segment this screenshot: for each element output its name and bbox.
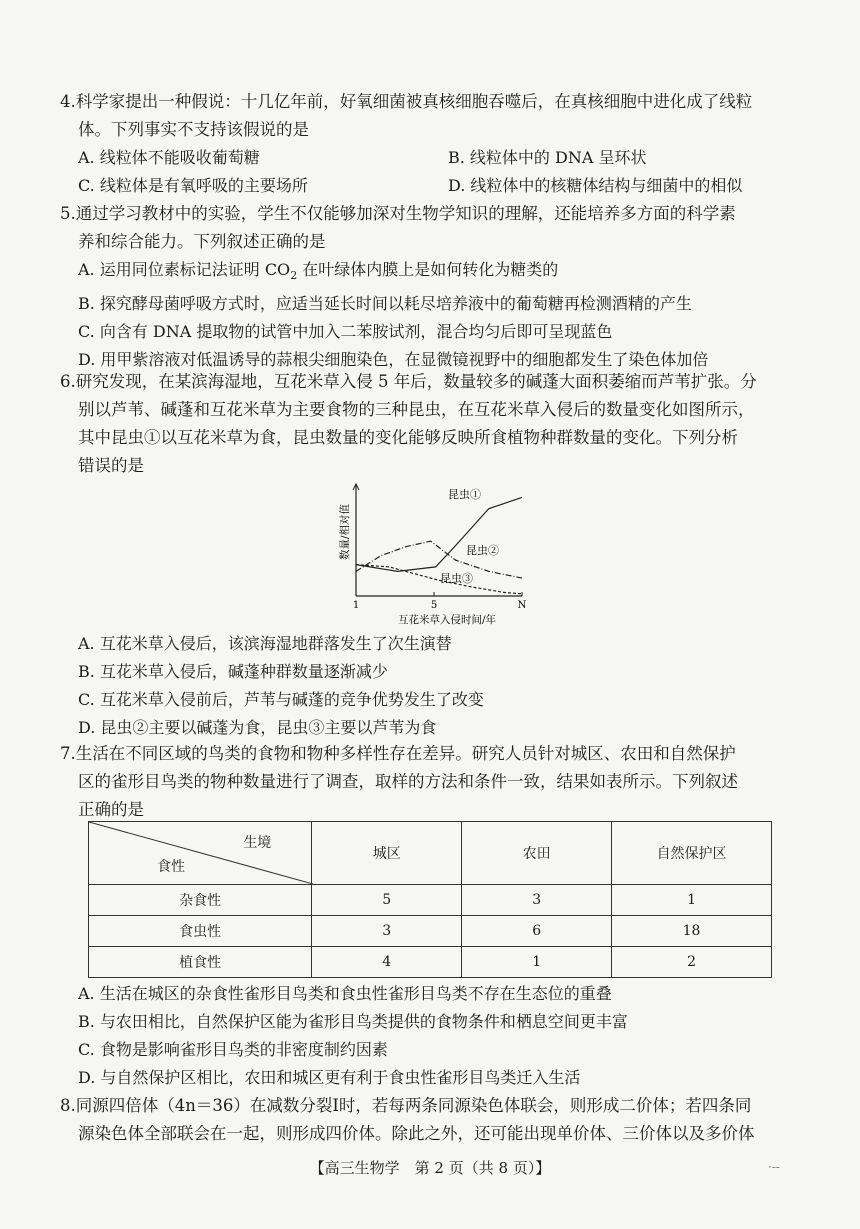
table-row [89, 916, 772, 947]
q5-option-c: C. 向含有 DNA 提取物的试管中加入二苯胺试剂，混合均匀后即可呈现蓝色 [78, 322, 613, 342]
row-label: 食虫性 [89, 916, 312, 947]
corner-mark: ·-- [768, 1160, 780, 1174]
table-corner-cell [89, 822, 312, 885]
table-cell: 5 [312, 885, 462, 916]
bird-species-table [88, 821, 772, 978]
row-label: 植食性 [89, 947, 312, 978]
question-7-stem-line: 区的雀形目鸟类的物种数量进行了调查，取样的方法和条件一致，结果如表所示。下列叙述 [78, 772, 738, 791]
question-7-options [60, 980, 800, 1092]
question-8 [60, 1092, 800, 1148]
question-7-stem-line: 7.生活在不同区域的鸟类的食物和物种多样性存在差异。研究人员针对城区、农田和自然保护 [60, 744, 736, 763]
q4-option-d: D. 线粒体中的核糖体结构与细菌中的相似 [448, 176, 743, 195]
insect-population-chart [330, 478, 540, 626]
series-label-3: 昆虫③ [440, 572, 473, 585]
q5-option-a-text: A. 运用同位素标记法证明 CO [78, 260, 291, 279]
page-footer: 【高三生物学 第 2 页（共 8 页）】 [309, 1159, 551, 1177]
question-6-stem-line: 别以芦苇、碱蓬和互花米草为主要食物的三种昆虫，在互花米草入侵后的数量变化如图所示， [78, 400, 755, 419]
table-row [89, 947, 772, 978]
table-cell: 6 [462, 916, 612, 947]
table-cell: 18 [612, 916, 772, 947]
q5-option-a [60, 256, 800, 290]
question-8-stem-line: 源染色体全部联会在一起，则形成四价体。除此之外，还可能出现单价体、三价体以及多价体 [78, 1124, 755, 1143]
q5-option-d: D. 用甲紫溶液对低温诱导的蒜根尖细胞染色，在显微镜视野中的细胞都发生了染色体加倍 [78, 350, 709, 370]
question-6-stem-line: 6.研究发现，在某滨海湿地，互花米草入侵 5 年后，数量较多的碱蓬大面积萎缩而芦苇扩张。分 [60, 372, 757, 391]
series-label-2: 昆虫② [466, 544, 499, 557]
corner-habitat-label: 生境 [243, 835, 272, 851]
question-6-stem-line: 其中昆虫①以互花米草为食，昆虫数量的变化能够反映所食植物种群数量的变化。下列分析 [78, 428, 738, 447]
series-label-1: 昆虫① [448, 488, 481, 501]
question-6-options [60, 630, 800, 742]
question-7 [60, 740, 800, 824]
q7-option-b: B. 与农田相比，自然保护区能为雀形目鸟类提供的食物条件和栖息空间更丰富 [78, 1012, 628, 1031]
x-tick-label: 1 [352, 600, 360, 611]
column-header: 城区 [312, 822, 462, 885]
question-5-stem-line: 养和综合能力。下列叙述正确的是 [78, 232, 326, 251]
y-axis-label: 数量/相对值 [339, 503, 351, 561]
q7-option-d: D. 与自然保护区相比，农田和城区更有利于食虫性雀形目鸟类迁入生活 [78, 1068, 581, 1087]
q6-option-b: B. 互花米草入侵后，碱蓬种群数量逐渐减少 [78, 662, 388, 681]
question-8-stem-line: 8.同源四倍体（4n＝36）在减数分裂Ⅰ时，若每两条同源染色体联会，则形成二价体；若四条同 [60, 1096, 752, 1115]
series-line-1 [356, 497, 522, 571]
diagonal-line [89, 822, 313, 884]
question-5 [60, 200, 800, 374]
question-4-stem-line: 4.科学家提出一种假说：十几亿年前，好氧细菌被真核细胞吞噬后，在真核细胞中进化成了线粒 [60, 92, 753, 111]
question-6-stem-line: 错误的是 [78, 456, 144, 475]
question-6 [60, 368, 800, 480]
table-row [89, 885, 772, 916]
q5-option-b: B. 探究酵母菌呼吸方式时，应适当延长时间以耗尽培养液中的葡萄糖再检测酒精的产生 [78, 294, 692, 314]
q6-option-a: A. 互花米草入侵后，该滨海湿地群落发生了次生演替 [78, 634, 452, 653]
question-4-stem-line: 体。下列事实不支持该假说的是 [78, 120, 309, 139]
q6-option-c: C. 互花米草入侵前后，芦苇与碱蓬的竞争优势发生了改变 [78, 690, 484, 709]
table-cell: 2 [612, 947, 772, 978]
row-label: 杂食性 [89, 885, 312, 916]
q7-option-a: A. 生活在城区的杂食性雀形目鸟类和食虫性雀形目鸟类不存在生态位的重叠 [78, 984, 612, 1003]
x-axis-label: 互花米草入侵时间/年 [397, 614, 497, 626]
x-tick-label: 5 [430, 600, 438, 611]
question-4 [60, 88, 800, 200]
table-cell: 3 [312, 916, 462, 947]
x-tick-label: N [517, 600, 527, 611]
q4-option-c: C. 线粒体是有氧呼吸的主要场所 [78, 176, 308, 195]
table-cell: 1 [612, 885, 772, 916]
table-cell: 3 [462, 885, 612, 916]
corner-diet-label: 食性 [157, 859, 185, 875]
q4-option-b: B. 线粒体中的 DNA 呈环状 [448, 148, 647, 167]
question-5-stem-line: 5.通过学习教材中的实验，学生不仅能够加深对生物学知识的理解，还能培养多方面的科学素 [60, 204, 736, 223]
q5-option-a-text-end: 在叶绿体内膜上是如何转化为糖类的 [297, 260, 559, 279]
question-7-stem-line: 正确的是 [78, 800, 144, 819]
q4-option-a: A. 线粒体不能吸收葡萄糖 [78, 148, 260, 167]
column-header: 农田 [462, 822, 612, 885]
q5-option-a-subscript: 2 [290, 269, 298, 283]
q7-option-c: C. 食物是影响雀形目鸟类的非密度制约因素 [78, 1040, 388, 1059]
column-header: 自然保护区 [612, 822, 772, 885]
q6-option-d: D. 昆虫②主要以碱蓬为食，昆虫③主要以芦苇为食 [78, 718, 437, 737]
table-cell: 1 [462, 947, 612, 978]
table-cell: 4 [312, 947, 462, 978]
